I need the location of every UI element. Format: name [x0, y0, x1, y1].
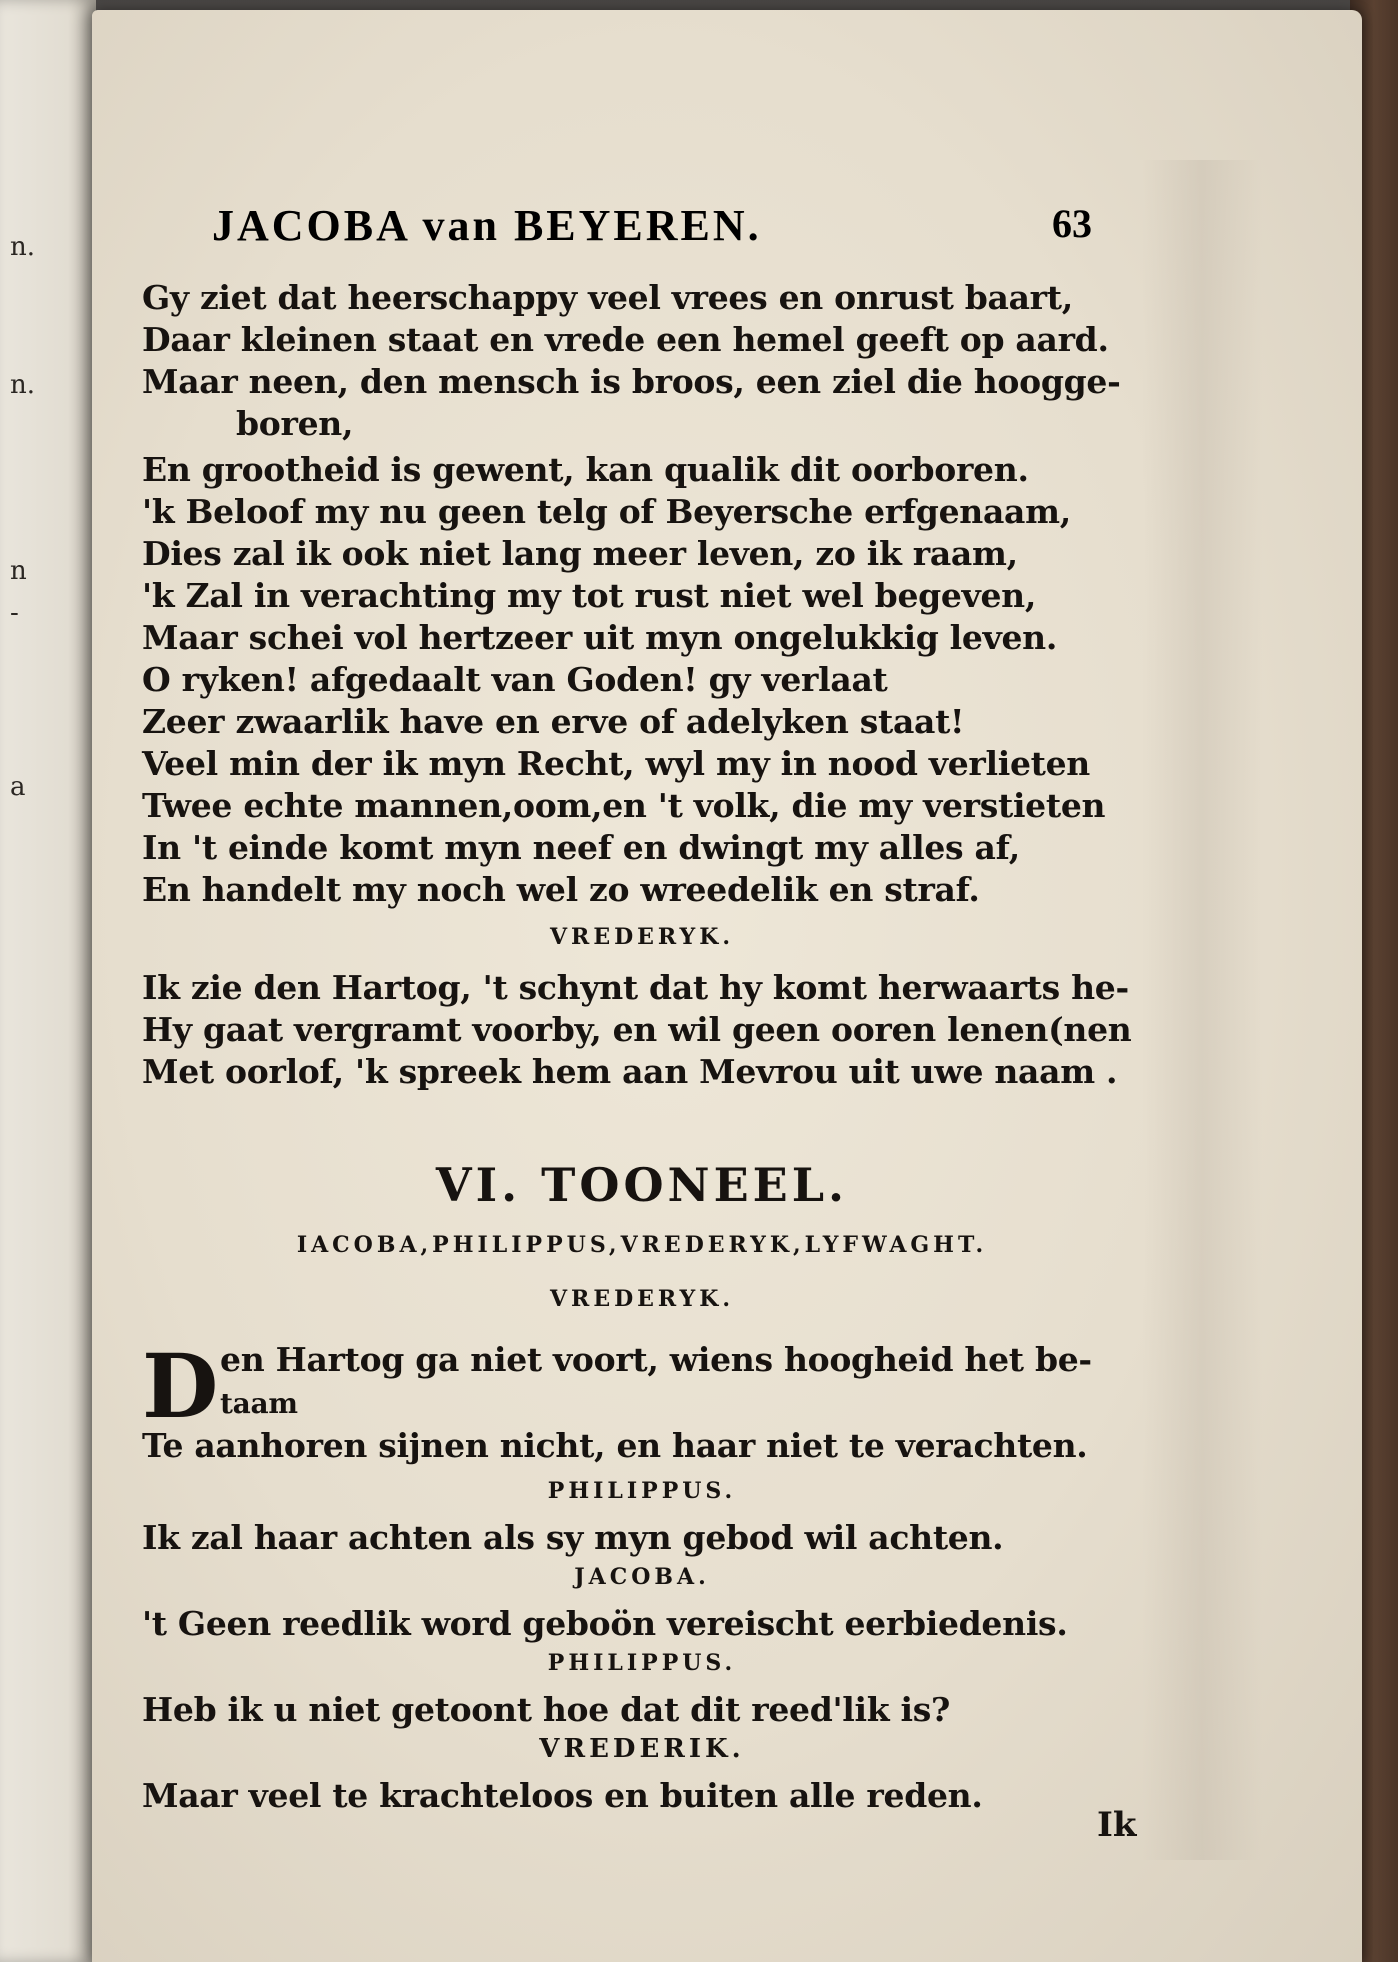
- verse-line: En handelt my noch wel zo wreedelik en straf.: [142, 870, 980, 909]
- verse-line: Ik zal haar achten als sy myn gebod wil achten.: [142, 1518, 1004, 1557]
- cast-list: IACOBA,PHILIPPUS,VREDERYK,LYFWAGHT.: [296, 1232, 988, 1258]
- verse-line: Maar neen, den mensch is broos, een ziel die hoogge-: [142, 362, 1121, 401]
- verse-line: en Hartog ga niet voort, wiens hoogheid het be-: [220, 1340, 1092, 1379]
- verse-line: Met oorlof, 'k spreek hem aan Mevrou uit uwe naam .: [142, 1052, 1118, 1091]
- catchword: Ik: [1097, 1805, 1137, 1845]
- verse-line: Maar veel te krachteloos en buiten alle reden.: [142, 1776, 983, 1815]
- book-page: [92, 10, 1362, 1962]
- verse-line: boren,: [236, 404, 354, 443]
- speaker-name: VREDERYK.: [549, 924, 735, 950]
- verse-line: En grootheid is gewent, kan qualik dit oorboren.: [142, 450, 1029, 489]
- verse-line: Gy ziet dat heerschappy veel vrees en onrust baart,: [142, 278, 1073, 317]
- drop-cap: D: [142, 1334, 219, 1438]
- verse-line: In 't einde komt myn neef en dwingt my alles af,: [142, 828, 1020, 867]
- page-number: 63: [1052, 201, 1092, 246]
- verse-line: 'k Zal in verachting my tot rust niet wel begeven,: [142, 576, 1037, 615]
- verse-line: Te aanhoren sijnen nicht, en haar niet te verachten.: [142, 1426, 1088, 1465]
- verse-line: 't Geen reedlik word geboön vereischt eerbiedenis.: [142, 1604, 1068, 1643]
- speaker-name: VREDERIK.: [539, 1734, 745, 1764]
- verse-line: Zeer zwaarlik have en erve of adelyken staat!: [142, 702, 965, 741]
- verse-line: Maar schei vol hertzeer uit myn ongelukkig leven.: [142, 618, 1058, 657]
- speaker-name: VREDERYK.: [549, 1286, 735, 1312]
- ink-bleed-through: [1142, 160, 1262, 1860]
- verse-line: Heb ik u niet getoont hoe dat dit reed'lik is?: [142, 1690, 951, 1729]
- left-page-fragment: a: [10, 772, 26, 802]
- speaker-name: PHILIPPUS.: [547, 1478, 737, 1504]
- verse-line: Ik zie den Hartog, 't schynt dat hy komt herwaarts he-: [142, 968, 1129, 1007]
- speaker-name: PHILIPPUS.: [547, 1650, 737, 1676]
- left-page-fragment: n.: [10, 232, 36, 262]
- verse-line: Twee echte mannen,oom,en 't volk, die my verstieten: [142, 786, 1106, 825]
- running-head: [212, 200, 1092, 260]
- left-page-fragment: n.: [10, 370, 36, 400]
- verse-line: taam: [220, 1387, 298, 1420]
- running-title: JACOBA van BEYEREN.: [212, 201, 762, 250]
- left-page-fragment: n: [10, 556, 27, 586]
- left-page-fragment: -: [10, 598, 19, 628]
- verse-line: O ryken! afgedaalt van Goden! gy verlaat: [142, 660, 888, 699]
- scene-heading: VI. TOONEEL.: [435, 1158, 849, 1212]
- speaker-name: JACOBA.: [574, 1564, 710, 1590]
- verse-line: Veel min der ik myn Recht, wyl my in nood verlieten: [142, 744, 1091, 783]
- verse-line: Daar kleinen staat en vrede een hemel geeft op aard.: [142, 320, 1109, 359]
- left-facing-page: [0, 0, 96, 1962]
- verse-line: Dies zal ik ook niet lang meer leven, zo ik raam,: [142, 534, 1018, 573]
- verse-line: 'k Beloof my nu geen telg of Beyersche erfgenaam,: [142, 492, 1071, 531]
- verse-line: Hy gaat vergramt voorby, en wil geen ooren lenen(nen: [142, 1010, 1132, 1049]
